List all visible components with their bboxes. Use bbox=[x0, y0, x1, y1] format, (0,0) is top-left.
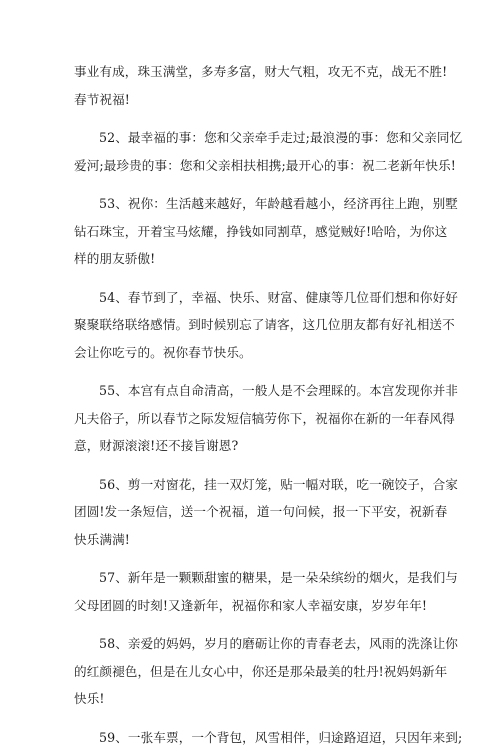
text-line: 钻石珠宝，开着宝马炫耀，挣钱如同割草，感觉贼好!哈哈，为你这 bbox=[74, 218, 430, 246]
text-line: 56、剪一对窗花，挂一双灯笼，贴一幅对联，吃一碗饺子，合家 bbox=[74, 471, 430, 499]
paragraph-53 bbox=[74, 190, 430, 273]
paragraph-51-continued bbox=[74, 58, 430, 113]
paragraph-59 bbox=[74, 724, 430, 751]
text-line: 样的朋友骄傲! bbox=[74, 245, 430, 273]
paragraph-57 bbox=[74, 564, 430, 619]
text-line: 春节祝福! bbox=[74, 86, 430, 114]
text-line: 57、新年是一颗颗甜蜜的糖果，是一朵朵缤纷的烟火，是我们与 bbox=[74, 564, 430, 592]
text-line: 父母团圆的时刻!又逢新年，祝福你和家人幸福安康，岁岁年年! bbox=[74, 592, 430, 620]
text-line: 会让你吃亏的。祝你春节快乐。 bbox=[74, 339, 430, 367]
text-line: 59、一张车票，一个背包，风雪相伴，归途路迢迢，只因年来到; bbox=[74, 724, 430, 751]
text-line: 快乐! bbox=[74, 685, 430, 713]
paragraph-56 bbox=[74, 471, 430, 554]
paragraph-54 bbox=[74, 284, 430, 367]
document-body bbox=[74, 58, 430, 751]
text-line: 团圆!发一条短信，送一个祝福，道一句问候，报一下平安，祝新春 bbox=[74, 498, 430, 526]
text-line: 快乐满满! bbox=[74, 526, 430, 554]
paragraph-52 bbox=[74, 124, 430, 179]
paragraph-55 bbox=[74, 377, 430, 460]
text-line: 的红颜褪色，但是在儿女心中，你还是那朵最美的牡丹!祝妈妈新年 bbox=[74, 658, 430, 686]
text-line: 52、最幸福的事：您和父亲牵手走过;最浪漫的事：您和父亲同忆 bbox=[74, 124, 430, 152]
text-line: 58、亲爱的妈妈，岁月的磨砺让你的青春老去，风雨的洗涤让你 bbox=[74, 630, 430, 658]
text-line: 55、本宫有点自命清高，一般人是不会理睬的。本宫发现你并非 bbox=[74, 377, 430, 405]
text-line: 爱河;最珍贵的事：您和父亲相扶相携;最开心的事：祝二老新年快乐! bbox=[74, 152, 430, 180]
text-line: 凡夫俗子，所以春节之际发短信犒劳你下，祝福你在新的一年春风得 bbox=[74, 405, 430, 433]
text-line: 53、祝你：生活越来越好，年龄越看越小，经济再往上跑，别墅 bbox=[74, 190, 430, 218]
text-line: 意，财源滚滚!还不接旨谢恩? bbox=[74, 432, 430, 460]
text-line: 聚聚联络联络感情。到时候别忘了请客，这几位朋友都有好礼相送不 bbox=[74, 311, 430, 339]
text-line: 事业有成，珠玉满堂，多寿多富，财大气粗，攻无不克，战无不胜! bbox=[74, 58, 430, 86]
paragraph-58 bbox=[74, 630, 430, 713]
text-line: 54、春节到了，幸福、快乐、财富、健康等几位哥们想和你好好 bbox=[74, 284, 430, 312]
